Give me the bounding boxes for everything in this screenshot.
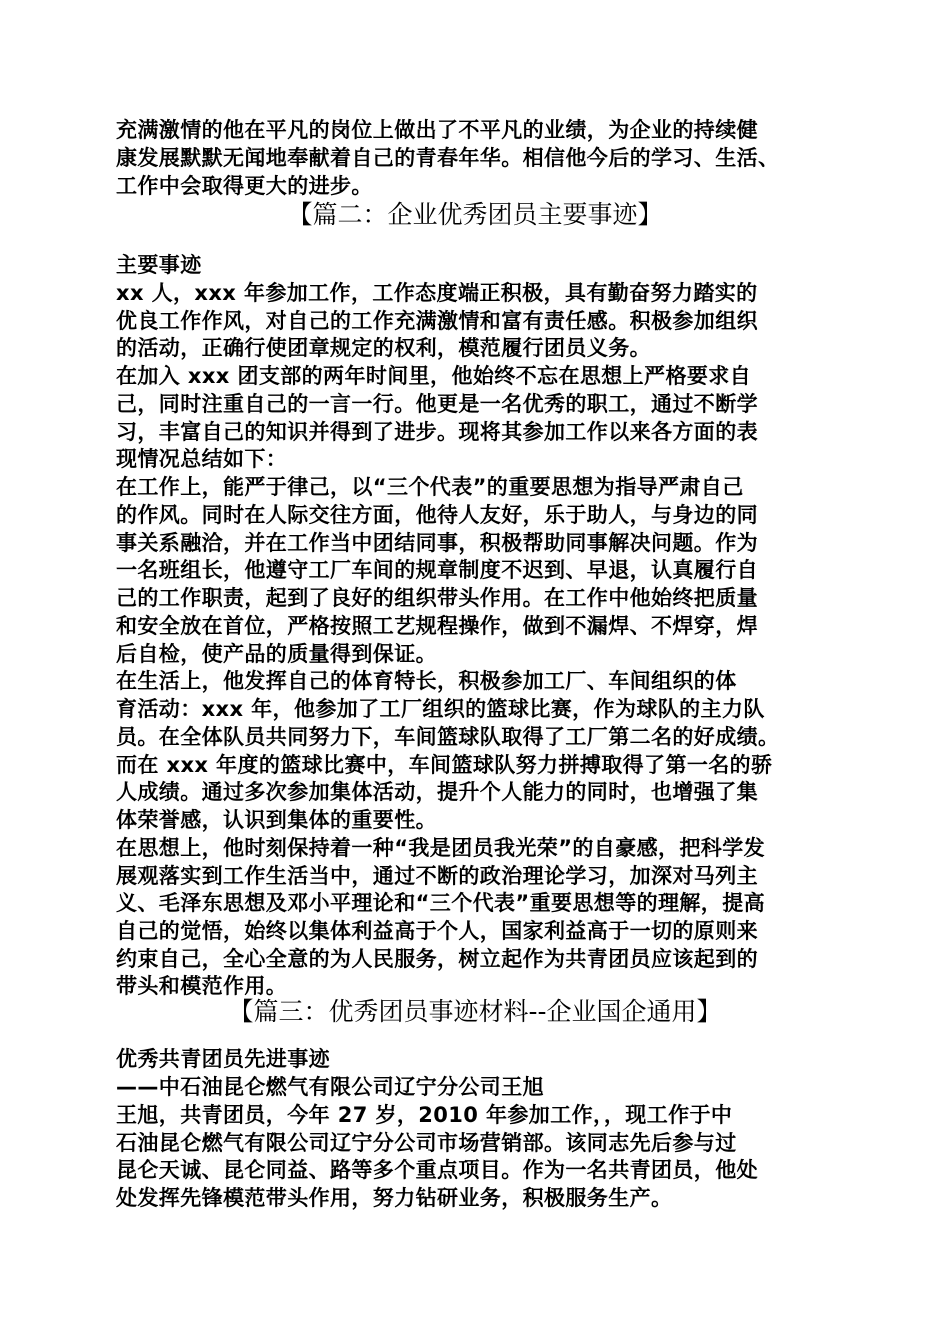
intro-line: 康发展默默无闻地奉献着自己的青春年华。相信他今后的学习、生活、 <box>116 146 780 170</box>
paragraph-line: 展观落实到工作生活当中，通过不断的政治理论学习，加深对马列主 <box>116 864 758 888</box>
paragraph-line: 昆仑天诚、昆仑同益、路等多个重点项目。作为一名共青团员，他处 <box>116 1158 758 1182</box>
paragraph-line: 后自检，使产品的质量得到保证。 <box>116 642 437 666</box>
paragraph-line: 王旭，共青团员，今年 27 岁，2010 年参加工作，，现工作于中 <box>116 1103 733 1127</box>
paragraph-line: 员。在全体队员共同努力下，车间篮球队取得了工厂第二名的好成绩。 <box>116 725 780 749</box>
intro-line: 工作中会取得更大的进步。 <box>116 174 373 198</box>
intro-line: 充满激情的他在平凡的岗位上做出了不平凡的业绩，为企业的持续健 <box>116 118 758 142</box>
paragraph-line: 的作风。同时在人际交往方面，他待人友好，乐于助人，与身边的同 <box>116 503 758 527</box>
section3-heading: 【篇三：优秀团员事迹材料--企业国企通用】 <box>228 997 722 1026</box>
paragraph-line: 人成绩。通过多次参加集体活动，提升个人能力的同时，也增强了集 <box>116 780 758 804</box>
paragraph-line: 习，丰富自己的知识并得到了进步。现将其参加工作以来各方面的表 <box>116 420 758 444</box>
paragraph-line: 己，同时注重自己的一言一行。他更是一名优秀的职工，通过不断学 <box>116 392 758 416</box>
paragraph-line: xx 人，xxx 年参加工作，工作态度端正积极，具有勤奋努力踏实的 <box>116 281 758 305</box>
section3-byline: ——中石油昆仑燃气有限公司辽宁分公司王旭 <box>116 1075 544 1099</box>
paragraph-line: 事关系融洽，并在工作当中团结同事，积极帮助同事解决问题。作为 <box>116 531 758 555</box>
paragraph-line: 和安全放在首位，严格按照工艺规程操作，做到不漏焊、不焊穿，焊 <box>116 614 758 638</box>
paragraph-line: 体荣誉感，认识到集体的重要性。 <box>116 808 437 832</box>
paragraph-line: 义、毛泽东思想及邓小平理论和“三个代表”重要思想等的理解，提高 <box>116 891 766 915</box>
paragraph-line: 石油昆仑燃气有限公司辽宁分公司市场营销部。该同志先后参与过 <box>116 1131 737 1155</box>
paragraph-line: 的活动，正确行使团章规定的权利，模范履行团员义务。 <box>116 336 651 360</box>
paragraph-line: 自己的觉悟，始终以集体利益高于个人，国家利益高于一切的原则来 <box>116 919 758 943</box>
paragraph-line: 优良工作作风，对自己的工作充满激情和富有责任感。积极参加组织 <box>116 309 758 333</box>
paragraph-line: 一名班组长，他遵守工厂车间的规章制度不迟到、早退，认真履行自 <box>116 558 758 582</box>
section2-heading: 【篇二：企业优秀团员主要事迹】 <box>287 200 663 229</box>
paragraph-line: 带头和模范作用。 <box>116 974 288 998</box>
paragraph-line: 处发挥先锋模范带头作用，努力钻研业务，积极服务生产。 <box>116 1186 673 1210</box>
paragraph-line: 己的工作职责，起到了良好的组织带头作用。在工作中他始终把质量 <box>116 586 758 610</box>
paragraph-line: 而在 xxx 年度的篮球比赛中，车间篮球队努力拼搏取得了第一名的骄 <box>116 753 773 777</box>
paragraph-line: 育活动：xxx 年，他参加了工厂组织的篮球比赛，作为球队的主力队 <box>116 697 765 721</box>
paragraph-line: 在工作上，能严于律己，以“三个代表”的重要思想为指导严肃自己 <box>116 475 744 499</box>
paragraph-line: 约束自己，全心全意的为人民服务，树立起作为共青团员应该起到的 <box>116 947 758 971</box>
section2-subtitle: 主要事迹 <box>116 253 202 277</box>
paragraph-line: 在思想上，他时刻保持着一种“我是团员我光荣”的自豪感，把科学发 <box>116 836 766 860</box>
paragraph-line: 现情况总结如下： <box>116 447 288 471</box>
paragraph-line: 在生活上，他发挥自己的体育特长，积极参加工厂、车间组织的体 <box>116 669 737 693</box>
paragraph-line: 在加入 xxx 团支部的两年时间里，他始终不忘在思想上严格要求自 <box>116 364 752 388</box>
section3-subtitle: 优秀共青团员先进事迹 <box>116 1047 330 1071</box>
